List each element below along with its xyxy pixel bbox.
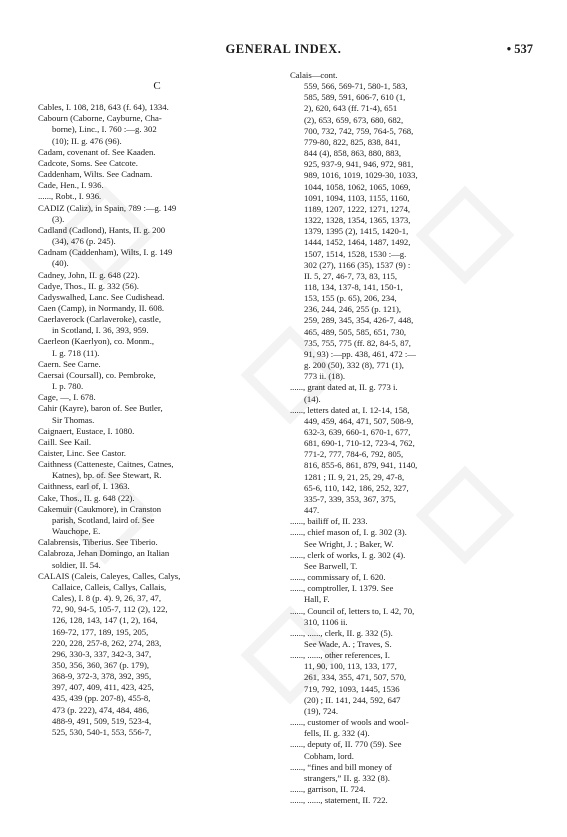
index-line: parish, Scotland, laird of. See bbox=[52, 514, 155, 525]
index-line: Cadney, John, II. g. 648 (22). bbox=[38, 269, 140, 280]
index-line: Callaice, Calleis, Callys, Callais, bbox=[52, 581, 167, 592]
index-line: ......, garrison, II. 724. bbox=[290, 784, 366, 794]
index-line: ......, Robt., I. 936. bbox=[38, 191, 102, 202]
index-line: (34), 476 (p. 245). bbox=[52, 236, 116, 247]
index-line: Cadye, Thos., II. g. 332 (56). bbox=[38, 280, 139, 291]
index-line: 435, 439 (pp. 207-8), 455-8, bbox=[52, 693, 151, 704]
index-line: ......, ......, statement, II. 722. bbox=[290, 795, 388, 806]
running-title: GENERAL INDEX. bbox=[225, 42, 342, 56]
index-line: 989, 1016, 1019, 1029-30, 1033, bbox=[304, 170, 418, 181]
index-line: ......, commissary of, I. 620. bbox=[290, 572, 386, 583]
index-line: 816, 855-6, 861, 879, 941, 1140, bbox=[304, 460, 418, 471]
index-line: borne), Linc., I. 760 :—g. 302 bbox=[52, 124, 157, 135]
index-line: 2), 620, 643 (ff. 71-4), 651 bbox=[304, 103, 398, 114]
index-line: Cadyswalhed, Lanc. See Cudishead. bbox=[38, 291, 165, 302]
index-line: ......, Council of, letters to, I. 42, 70, bbox=[290, 605, 415, 616]
index-line: 779-80, 822, 825, 838, 841, bbox=[304, 136, 401, 147]
index-line: Caersai (Coursall), co. Pembroke, bbox=[38, 369, 156, 380]
index-line: Katnes), bp. of. See Stewart, R. bbox=[52, 470, 162, 481]
page-number: • 537 bbox=[506, 42, 533, 56]
index-line: 261, 334, 355, 471, 507, 570, bbox=[304, 672, 407, 683]
index-line: ......, chief mason of, I. g. 302 (3). bbox=[290, 527, 407, 538]
index-line: (19), 724. bbox=[304, 705, 339, 716]
index-line: (40). bbox=[52, 258, 69, 269]
index-line: strangers,” II. g. 332 (8). bbox=[304, 772, 390, 783]
index-line: 65-6, 110, 142, 186, 252, 327, bbox=[304, 482, 409, 493]
index-line: 1189, 1207, 1222, 1271, 1274, bbox=[304, 203, 411, 214]
index-line: 632-3, 639, 660-1, 670-1, 677, bbox=[304, 427, 411, 437]
index-line: 681, 690-1, 710-12, 723-4, 762, bbox=[304, 438, 415, 449]
index-line: 844 (4), 858, 863, 880, 883, bbox=[304, 148, 402, 159]
page-header bbox=[0, 42, 567, 58]
index-line: 585, 589, 591, 606-7, 610 (1, bbox=[304, 92, 406, 103]
index-line: 310, 1106 ii. bbox=[304, 616, 348, 627]
index-line: 525, 530, 540-1, 553, 556-7, bbox=[52, 726, 152, 737]
index-line: CADIZ (Caliz), in Spain, 789 :—g. 149 bbox=[38, 202, 177, 213]
index-line: 773 ii. (18). bbox=[304, 371, 346, 382]
index-line: See Barwell, T. bbox=[304, 560, 358, 571]
index-line: 153, 155 (p. 65), 206, 234, bbox=[304, 293, 397, 304]
index-line: Cake, Thos., II. g. 648 (22). bbox=[38, 492, 135, 503]
index-line: 126, 128, 143, 147 (1, 2), 164, bbox=[52, 615, 158, 626]
index-line: 473 (p. 222), 474, 484, 486, bbox=[52, 704, 150, 715]
index-line: Calabrensis, Tiberius. See Tiberio. bbox=[38, 537, 158, 548]
index-line: 1281 ; II. 9, 21, 25, 29, 47-8, bbox=[304, 471, 405, 482]
index-line: 925, 937-9, 941, 946, 972, 981, bbox=[304, 159, 414, 170]
index-line: 1091, 1094, 1103, 1155, 1160, bbox=[304, 192, 410, 203]
index-line: I. p. 780. bbox=[52, 381, 84, 392]
index-line: 465, 489, 505, 585, 651, 730, bbox=[304, 326, 407, 337]
index-line: 11, 90, 100, 113, 133, 177, bbox=[304, 661, 397, 672]
index-line: Cabourn (Caborne, Cayburne, Cha- bbox=[38, 113, 162, 124]
right-column bbox=[290, 70, 534, 806]
index-line: fells, II. g. 332 (4). bbox=[304, 728, 370, 739]
index-line: soldier, II. 54. bbox=[52, 559, 101, 570]
index-line: I. g. 718 (11). bbox=[52, 347, 100, 358]
index-line: Caill. See Kail. bbox=[38, 436, 92, 447]
index-line: CALAIS (Caleis, Caleyes, Calles, Calys, bbox=[38, 570, 181, 581]
index-line: 719, 792, 1093, 1445, 1536 bbox=[304, 683, 400, 694]
index-line: 1507, 1514, 1528, 1530 :—g. bbox=[304, 248, 407, 259]
index-line: 236, 244, 246, 255 (p. 121), bbox=[304, 304, 402, 315]
index-line: Wauchope, E. bbox=[52, 526, 101, 537]
index-line: (2), 653, 659, 673, 680, 682, bbox=[304, 114, 404, 125]
index-line: 302 (27), 1166 (35), 1537 (9) : bbox=[304, 259, 411, 270]
index-line: 91, 93) :—pp. 438, 461, 472 :— bbox=[304, 348, 416, 359]
index-line: Cadcote, Soms. See Catcote. bbox=[38, 157, 138, 168]
index-line: ......, ......, clerk, II. g. 332 (5). bbox=[290, 627, 393, 638]
index-line: ......, “fines and bill money of bbox=[290, 761, 392, 772]
index-line: ......, deputy of, II. 770 (59). See bbox=[290, 739, 402, 750]
index-line: Cables, I. 108, 218, 643 (f. 64), 1334. bbox=[38, 102, 169, 113]
index-line: Calais—cont. bbox=[290, 70, 338, 80]
index-line: ......, bailiff of, II. 233. bbox=[290, 516, 368, 527]
index-line: ......, letters dated at, I. 12-14, 158, bbox=[290, 404, 410, 415]
index-line: Cadam, covenant of. See Kaaden. bbox=[38, 146, 156, 157]
index-line: 447. bbox=[304, 505, 320, 516]
index-line: (10); II. g. 476 (96). bbox=[52, 135, 122, 146]
index-line: ......, grant dated at, II. g. 773 i. bbox=[290, 382, 398, 393]
index-line: Cakemuir (Caukmore), in Cranston bbox=[38, 503, 162, 514]
index-line: 488-9, 491, 509, 519, 523-4, bbox=[52, 715, 152, 726]
index-line: ......, ......, other references, I. bbox=[290, 650, 390, 661]
index-line: 296, 330-3, 337, 342-3, 347, bbox=[52, 648, 152, 659]
index-line: (20) ; II. 141, 244, 592, 647 bbox=[304, 694, 401, 705]
index-line: Sir Thomas. bbox=[52, 414, 95, 425]
index-line: Cales), I. 8 (p. 4). 9, 26, 37, 47, bbox=[52, 593, 162, 604]
index-line: 1322, 1328, 1354, 1365, 1373, bbox=[304, 215, 411, 226]
index-line: 559, 566, 569-71, 580-1, 583, bbox=[304, 81, 408, 92]
index-line: (3). bbox=[52, 213, 65, 224]
index-line: See Wright, J. ; Baker, W. bbox=[304, 538, 394, 549]
index-line: Caern. See Carne. bbox=[38, 358, 101, 369]
index-line: ......, comptroller, I. 1379. See bbox=[290, 583, 394, 594]
index-line: Caithness, earl of, I. 1363. bbox=[38, 481, 130, 492]
index-line: Cade, Hen., I. 936. bbox=[38, 180, 104, 191]
index-line: ......, customer of wools and wool- bbox=[290, 717, 409, 728]
index-line: 1379, 1395 (2), 1415, 1420-1, bbox=[304, 226, 409, 237]
section-letter: C bbox=[153, 80, 161, 92]
index-line: See Wade, A. ; Traves, S. bbox=[304, 638, 392, 649]
index-line: 368-9, 372-3, 378, 392, 395, bbox=[52, 671, 152, 682]
index-line: 771-2, 777, 784-6, 792, 805, bbox=[304, 449, 404, 460]
spacer bbox=[38, 70, 276, 76]
index-line: 1044, 1058, 1062, 1065, 1069, bbox=[304, 181, 411, 192]
index-line: Cahir (Kayre), baron of. See Butler, bbox=[38, 403, 163, 414]
index-line: g. 200 (50), 332 (8), 771 (1), bbox=[304, 360, 404, 371]
index-line: Caister, Linc. See Castor. bbox=[38, 448, 126, 458]
index-line: 397, 407, 409, 411, 423, 425, bbox=[52, 682, 154, 693]
index-line: 335-7, 339, 353, 367, 375, bbox=[304, 493, 396, 504]
index-line: 169-72, 177, 189, 195, 205, bbox=[52, 626, 149, 637]
index-line: Caithness (Catteneste, Caitnes, Catnes, bbox=[38, 459, 174, 470]
index-line: 735, 755, 775 (ff. 82, 84-5, 87, bbox=[304, 337, 411, 348]
index-line: II. 5, 27, 46-7, 73, 83, 115, bbox=[304, 270, 398, 281]
index-line: 350, 356, 360, 367 (p. 179), bbox=[52, 659, 150, 670]
index-line: Caddenham, Wilts. See Cadnam. bbox=[38, 169, 153, 180]
index-line: 72, 90, 94-5, 105-7, 112 (2), 122, bbox=[52, 604, 168, 615]
index-line: Cobham, lord. bbox=[304, 750, 354, 761]
index-line: Cadland (Cadlond), Hants, II. g. 200 bbox=[38, 224, 166, 235]
index-line: 700, 732, 742, 759, 764-5, 768, bbox=[304, 125, 414, 136]
index-line: 449, 459, 464, 471, 507, 508-9, bbox=[304, 415, 414, 426]
index-line: in Scotland, I. 36, 393, 959. bbox=[52, 325, 149, 336]
index-line: 1444, 1452, 1464, 1487, 1492, bbox=[304, 237, 411, 248]
index-line: 118, 134, 137-8, 141, 150-1, bbox=[304, 281, 403, 292]
index-line: Cadnam (Caddenham), Wilts, I. g. 149 bbox=[38, 247, 173, 258]
index-line: Caerlaverock (Carlaveroke), castle, bbox=[38, 314, 162, 325]
index-line: Calabroza, Jehan Domingo, an Italian bbox=[38, 548, 170, 559]
index-line: Caen (Camp), in Normandy, II. 608. bbox=[38, 302, 165, 313]
index-line: Caerleon (Kaerlyon), co. Monm., bbox=[38, 336, 155, 347]
index-line: 259, 289, 345, 354, 426-7, 448, bbox=[304, 315, 414, 326]
index-line: 220, 228, 257-8, 262, 274, 283, bbox=[52, 637, 162, 648]
left-column bbox=[38, 70, 276, 738]
index-line: Caignaert, Eustace, I. 1080. bbox=[38, 425, 135, 436]
index-line: ......, clerk of works, I. g. 302 (4). bbox=[290, 549, 406, 560]
index-line: (14). bbox=[304, 393, 321, 404]
index-line: Cage, —, I. 678. bbox=[38, 392, 96, 403]
index-line: Hall, F. bbox=[304, 594, 330, 605]
